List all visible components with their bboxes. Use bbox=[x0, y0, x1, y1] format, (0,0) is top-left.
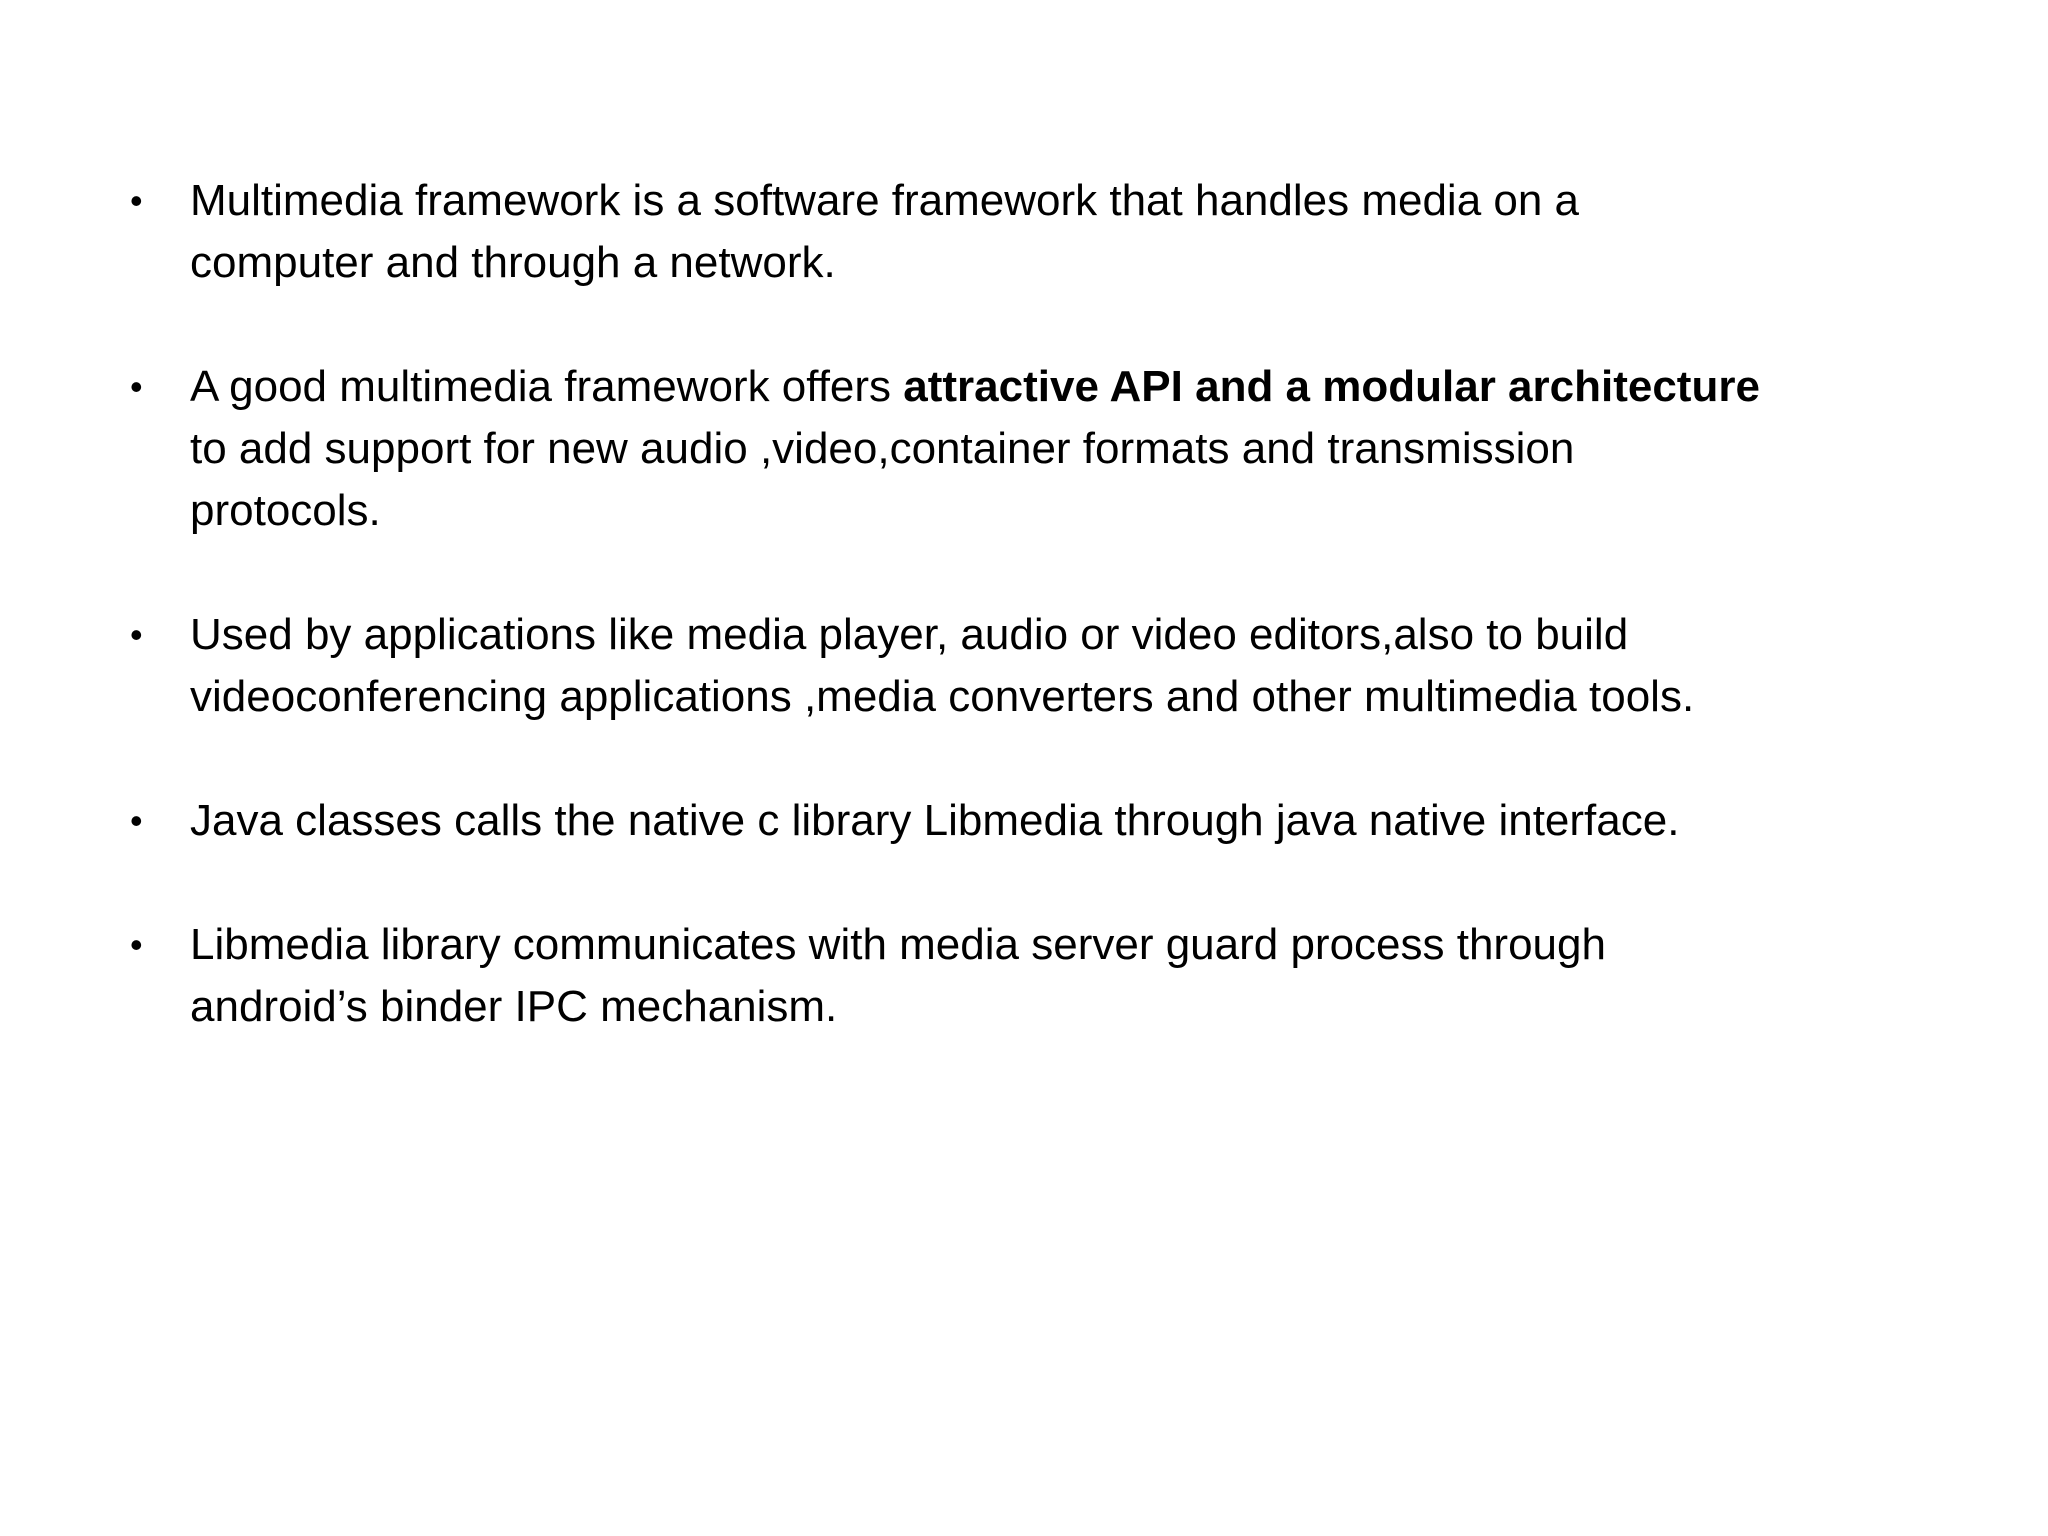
bullet-item-libmedia-library bbox=[126, 914, 1926, 1038]
bullet-text-line: Libmedia library communicates with media server guard process through bbox=[190, 920, 1606, 969]
bullet-item-java-classes bbox=[126, 790, 1926, 852]
bullet-text-line: computer and through a network. bbox=[190, 238, 836, 287]
bullet-text-line: Java classes calls the native c library Libmedia through java native interface. bbox=[190, 796, 1680, 845]
bullet-text-emphasis: attractive API and a modular architecture bbox=[903, 362, 1760, 411]
bullet-text-line: Multimedia framework is a software framework that handles media on a bbox=[190, 176, 1580, 225]
bullet-text-line: android’s binder IPC mechanism. bbox=[190, 982, 838, 1031]
bullet-item-used-by-applications bbox=[126, 604, 1926, 728]
bullet-icon: • bbox=[130, 800, 143, 841]
bullet-text-line bbox=[190, 356, 1926, 418]
bullet-text-line: Used by applications like media player, audio or video editors,also to build bbox=[190, 610, 1629, 659]
bullet-icon: • bbox=[130, 366, 143, 407]
bullet-text-prefix: A good multimedia framework offers bbox=[190, 362, 904, 411]
bullet-icon: • bbox=[130, 924, 143, 965]
bullet-text-line: to add support for new audio ,video,container formats and transmission bbox=[190, 424, 1575, 473]
bullet-item-multimedia-framework bbox=[126, 170, 1926, 294]
bullet-text-line: protocols. bbox=[190, 486, 381, 535]
bullet-text-line: videoconferencing applications ,media converters and other multimedia tools. bbox=[190, 672, 1695, 721]
bullet-icon: • bbox=[130, 614, 143, 655]
bullet-list bbox=[126, 170, 1926, 1100]
bullet-item-good-framework bbox=[126, 356, 1926, 542]
bullet-icon: • bbox=[130, 180, 143, 221]
